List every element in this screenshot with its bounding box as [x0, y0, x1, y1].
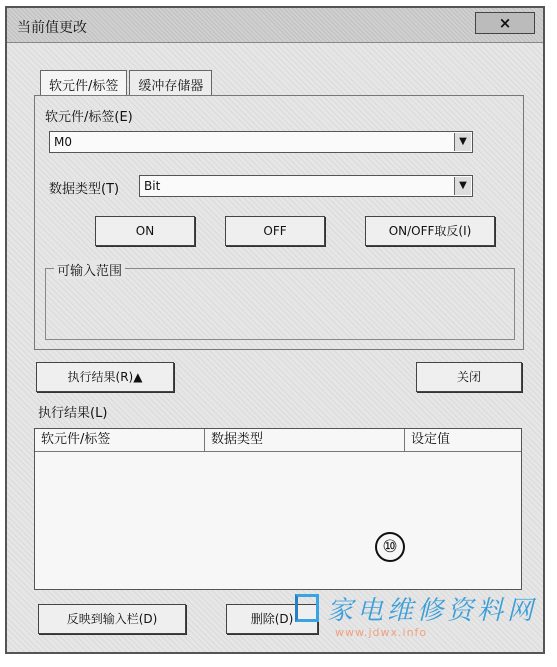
execution-result-table[interactable] [34, 428, 522, 590]
column-header-datatype[interactable]: 数据类型 [205, 429, 405, 451]
reflect-to-input-button[interactable]: 反映到输入栏(D) [38, 604, 186, 634]
watermark [295, 588, 545, 646]
device-value: M0 [54, 135, 72, 149]
input-range-title: 可输入范围 [54, 260, 125, 279]
datatype-label: 数据类型(T) [49, 182, 120, 197]
column-header-setting-value[interactable]: 设定值 [411, 432, 451, 447]
datatype-value: Bit [144, 179, 161, 193]
tab-buffer-memory[interactable]: 缓冲存储器 [129, 70, 212, 96]
table-header [35, 429, 521, 452]
chevron-down-icon[interactable]: ▼ [454, 133, 471, 151]
execution-result-label: 执行结果(L) [38, 406, 108, 421]
callout-number-marker: ⑩ [375, 532, 405, 562]
device-label: 软元件/标签(E) [45, 110, 133, 125]
delete-button[interactable]: 删除(D) [226, 604, 318, 634]
input-range-group [45, 264, 515, 340]
device-panel [34, 95, 524, 350]
column-header-device[interactable]: 软元件/标签 [35, 429, 205, 451]
datatype-select[interactable] [139, 175, 473, 197]
dialog-title: 当前值更改 [17, 20, 87, 36]
close-button[interactable]: × [475, 12, 535, 34]
title-bar [7, 8, 543, 43]
chevron-down-icon[interactable]: ▼ [454, 177, 471, 195]
device-input[interactable] [49, 131, 473, 153]
execution-result-toggle-button[interactable]: 执行结果(R)▲ [36, 362, 174, 392]
off-button[interactable]: OFF [225, 216, 325, 246]
watermark-url: www.jdwx.info [335, 626, 428, 639]
on-button[interactable]: ON [95, 216, 195, 246]
watermark-logo-icon [295, 594, 319, 622]
toggle-on-off-button[interactable]: ON/OFF取反(I) [365, 216, 495, 246]
watermark-text: 家电维修资料网 [327, 596, 538, 626]
tab-bar [40, 70, 214, 96]
tab-device-label[interactable]: 软元件/标签 [40, 70, 127, 96]
close-dialog-button[interactable]: 关闭 [416, 362, 522, 392]
